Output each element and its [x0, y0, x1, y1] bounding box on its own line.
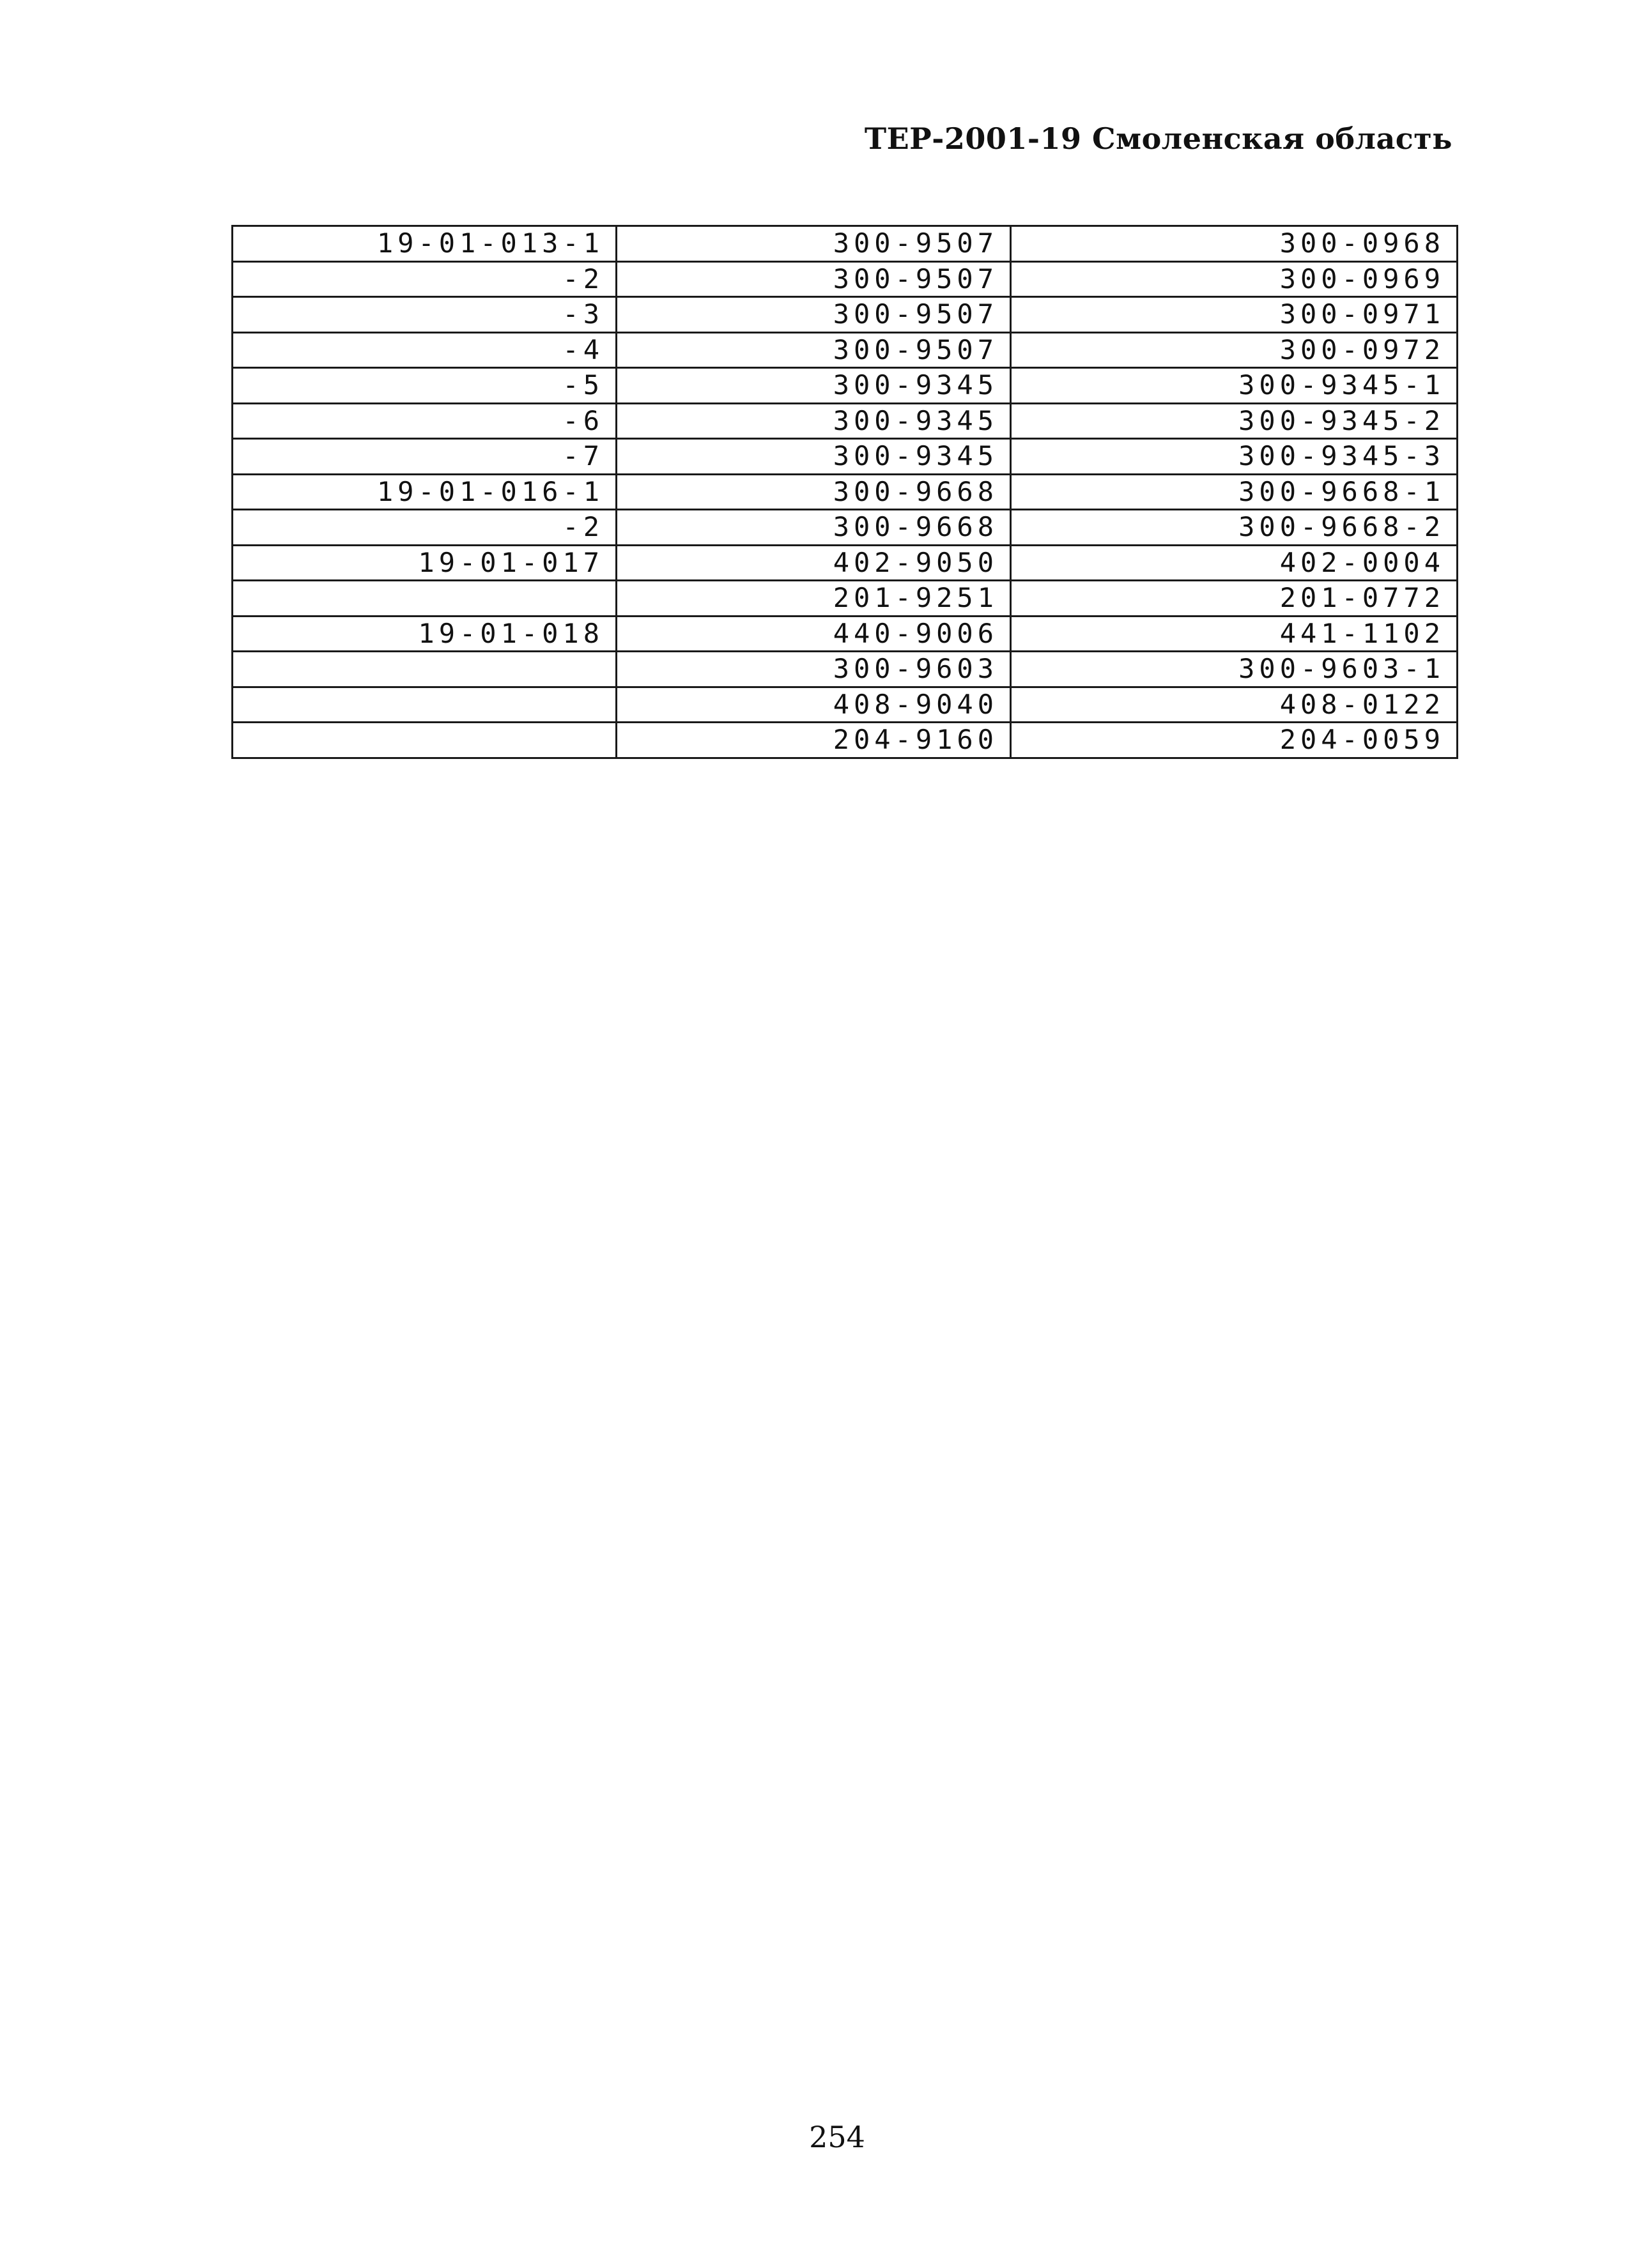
table-cell-rate-code: -5 [233, 368, 617, 404]
table-cell-old-code: 204-9160 [617, 723, 1011, 758]
table-cell-rate-code: -6 [233, 403, 617, 439]
table-cell-old-code: 300-9668 [617, 474, 1011, 510]
table-cell-new-code: 408-0122 [1011, 687, 1458, 723]
table-cell-old-code: 402-9050 [617, 545, 1011, 581]
table-cell-rate-code: -2 [233, 510, 617, 546]
table-cell-new-code: 300-9603-1 [1011, 652, 1458, 687]
table-cell-old-code: 300-9507 [617, 261, 1011, 297]
table-row [233, 545, 1458, 581]
table-cell-rate-code [233, 581, 617, 617]
table-cell-old-code: 300-9603 [617, 652, 1011, 687]
table-row [233, 510, 1458, 546]
table-row [233, 439, 1458, 475]
table-cell-new-code: 300-9345-2 [1011, 403, 1458, 439]
table-cell-rate-code: 19-01-018 [233, 616, 617, 652]
table-cell-new-code: 441-1102 [1011, 616, 1458, 652]
table-cell-rate-code [233, 687, 617, 723]
table-cell-old-code: 201-9251 [617, 581, 1011, 617]
table-cell-rate-code: -4 [233, 332, 617, 368]
table-cell-new-code: 300-9345-1 [1011, 368, 1458, 404]
table-cell-new-code: 402-0004 [1011, 545, 1458, 581]
table-row [233, 332, 1458, 368]
table-cell-new-code: 300-9668-1 [1011, 474, 1458, 510]
table-cell-new-code: 204-0059 [1011, 723, 1458, 758]
table-cell-new-code: 300-9668-2 [1011, 510, 1458, 546]
table-cell-old-code: 300-9507 [617, 226, 1011, 262]
table-cell-new-code: 201-0772 [1011, 581, 1458, 617]
table-row [233, 297, 1458, 333]
table-cell-old-code: 300-9507 [617, 297, 1011, 333]
table-cell-old-code: 300-9668 [617, 510, 1011, 546]
table-row [233, 581, 1458, 617]
table-row [233, 368, 1458, 404]
code-mapping-table [231, 225, 1458, 759]
table-cell-new-code: 300-0972 [1011, 332, 1458, 368]
table-cell-rate-code: 19-01-017 [233, 545, 617, 581]
page-number: 254 [809, 2120, 865, 2154]
table-cell-rate-code: 19-01-016-1 [233, 474, 617, 510]
table-cell-old-code: 300-9507 [617, 332, 1011, 368]
table-cell-new-code: 300-0971 [1011, 297, 1458, 333]
table-row [233, 616, 1458, 652]
table-cell-rate-code: 19-01-013-1 [233, 226, 617, 262]
table-cell-old-code: 408-9040 [617, 687, 1011, 723]
table-cell-old-code: 300-9345 [617, 368, 1011, 404]
table-cell-rate-code [233, 723, 617, 758]
table-cell-rate-code [233, 652, 617, 687]
table-row [233, 261, 1458, 297]
table-cell-rate-code: -3 [233, 297, 617, 333]
table-row [233, 403, 1458, 439]
table-row [233, 687, 1458, 723]
table-row [233, 723, 1458, 758]
table-cell-new-code: 300-9345-3 [1011, 439, 1458, 475]
page-title: ТЕР-2001-19 Смоленская область [864, 121, 1452, 156]
table-row [233, 474, 1458, 510]
table-row [233, 226, 1458, 262]
table-cell-old-code: 300-9345 [617, 403, 1011, 439]
table-row [233, 652, 1458, 687]
table-cell-rate-code: -2 [233, 261, 617, 297]
table-cell-new-code: 300-0968 [1011, 226, 1458, 262]
table-cell-rate-code: -7 [233, 439, 617, 475]
table-cell-old-code: 440-9006 [617, 616, 1011, 652]
table-cell-new-code: 300-0969 [1011, 261, 1458, 297]
table-cell-old-code: 300-9345 [617, 439, 1011, 475]
